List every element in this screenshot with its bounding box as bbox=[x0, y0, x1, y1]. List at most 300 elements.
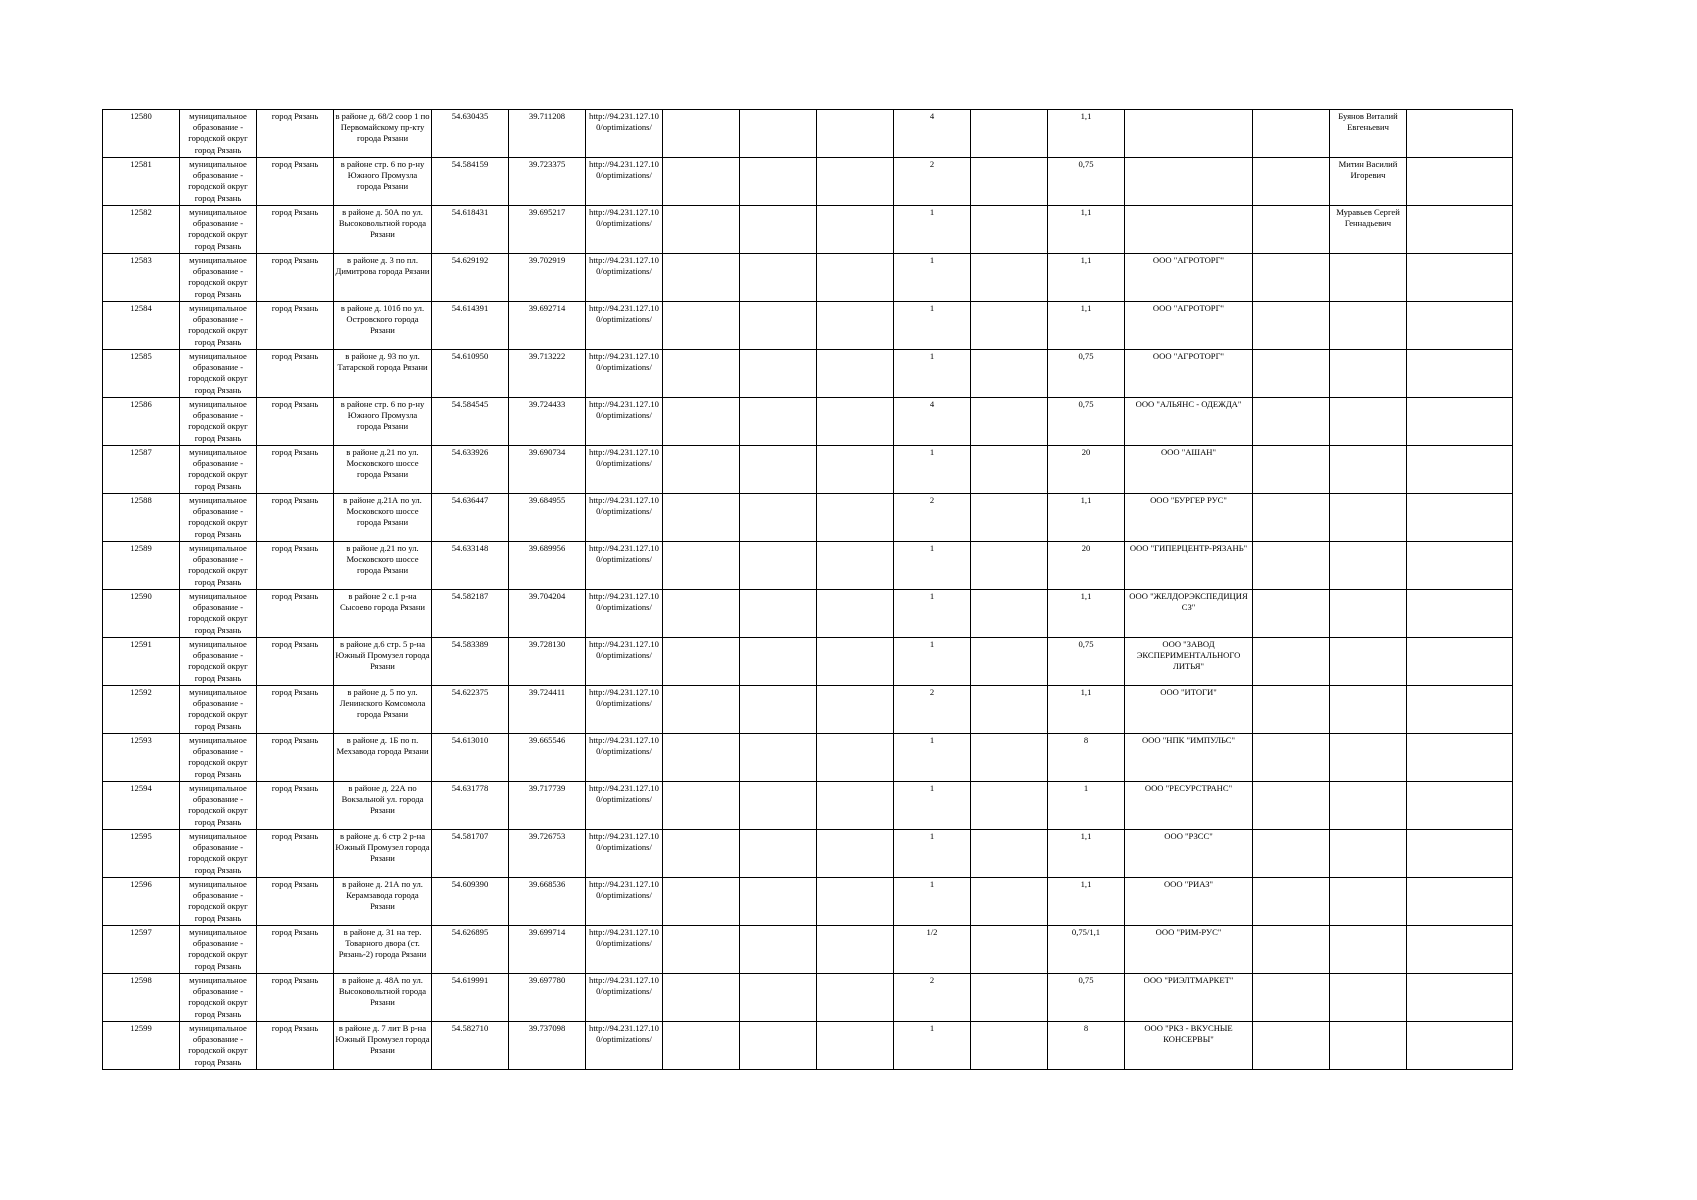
cell-container-count: 2 bbox=[894, 494, 971, 542]
cell-empty bbox=[1253, 302, 1330, 350]
cell-empty bbox=[663, 590, 740, 638]
cell-latitude: 54.581707 bbox=[432, 830, 509, 878]
cell-container-volume: 0,75 bbox=[1048, 638, 1125, 686]
cell-empty bbox=[740, 830, 817, 878]
cell-empty bbox=[740, 254, 817, 302]
cell-owner-organization bbox=[1125, 110, 1253, 158]
cell-latitude: 54.619991 bbox=[432, 974, 509, 1022]
cell-empty bbox=[1407, 638, 1513, 686]
cell-longitude: 39.690734 bbox=[509, 446, 586, 494]
table-row bbox=[103, 686, 1513, 734]
cell-empty bbox=[1407, 1022, 1513, 1070]
cell-empty bbox=[663, 158, 740, 206]
cell-url: http://94.231.127.100/optimizations/ bbox=[586, 206, 663, 254]
cell-municipality: муниципальное образование - городской округ город Рязань bbox=[180, 398, 257, 446]
cell-owner-person bbox=[1330, 974, 1407, 1022]
cell-latitude: 54.629192 bbox=[432, 254, 509, 302]
cell-empty bbox=[1253, 638, 1330, 686]
cell-id: 12597 bbox=[103, 926, 180, 974]
cell-id: 12580 bbox=[103, 110, 180, 158]
cell-longitude: 39.699714 bbox=[509, 926, 586, 974]
table-row bbox=[103, 782, 1513, 830]
cell-container-volume: 1,1 bbox=[1048, 110, 1125, 158]
cell-empty bbox=[817, 974, 894, 1022]
cell-container-volume: 20 bbox=[1048, 542, 1125, 590]
cell-municipality: муниципальное образование - городской округ город Рязань bbox=[180, 542, 257, 590]
cell-municipality: муниципальное образование - городской округ город Рязань bbox=[180, 110, 257, 158]
cell-latitude: 54.636447 bbox=[432, 494, 509, 542]
cell-container-count: 1 bbox=[894, 254, 971, 302]
cell-id: 12595 bbox=[103, 830, 180, 878]
cell-municipality: муниципальное образование - городской округ город Рязань bbox=[180, 830, 257, 878]
cell-municipality: муниципальное образование - городской округ город Рязань bbox=[180, 638, 257, 686]
cell-container-count: 1 bbox=[894, 446, 971, 494]
cell-longitude: 39.728130 bbox=[509, 638, 586, 686]
cell-empty bbox=[1253, 446, 1330, 494]
cell-empty bbox=[817, 398, 894, 446]
cell-empty bbox=[817, 350, 894, 398]
cell-id: 12592 bbox=[103, 686, 180, 734]
cell-empty bbox=[663, 974, 740, 1022]
registry-body bbox=[103, 110, 1513, 1070]
cell-latitude: 54.630435 bbox=[432, 110, 509, 158]
cell-latitude: 54.633148 bbox=[432, 542, 509, 590]
cell-container-count: 1 bbox=[894, 1022, 971, 1070]
table-row bbox=[103, 542, 1513, 590]
cell-municipality: муниципальное образование - городской округ город Рязань bbox=[180, 734, 257, 782]
cell-empty bbox=[1253, 494, 1330, 542]
cell-empty bbox=[663, 734, 740, 782]
cell-longitude: 39.726753 bbox=[509, 830, 586, 878]
cell-municipality: муниципальное образование - городской округ город Рязань bbox=[180, 206, 257, 254]
cell-municipality: муниципальное образование - городской округ город Рязань bbox=[180, 494, 257, 542]
cell-municipality: муниципальное образование - городской округ город Рязань bbox=[180, 302, 257, 350]
cell-empty bbox=[663, 254, 740, 302]
cell-empty bbox=[663, 446, 740, 494]
cell-owner-person bbox=[1330, 734, 1407, 782]
cell-container-volume: 1,1 bbox=[1048, 830, 1125, 878]
cell-city: город Рязань bbox=[257, 494, 334, 542]
cell-longitude: 39.702919 bbox=[509, 254, 586, 302]
cell-empty bbox=[740, 494, 817, 542]
cell-city: город Рязань bbox=[257, 638, 334, 686]
cell-empty bbox=[1407, 830, 1513, 878]
cell-empty bbox=[740, 686, 817, 734]
table-row bbox=[103, 206, 1513, 254]
table-row bbox=[103, 974, 1513, 1022]
cell-url: http://94.231.127.100/optimizations/ bbox=[586, 494, 663, 542]
cell-container-count: 4 bbox=[894, 398, 971, 446]
cell-empty bbox=[740, 398, 817, 446]
cell-url: http://94.231.127.100/optimizations/ bbox=[586, 158, 663, 206]
cell-container-volume: 0,75 bbox=[1048, 974, 1125, 1022]
table-row bbox=[103, 110, 1513, 158]
cell-url: http://94.231.127.100/optimizations/ bbox=[586, 446, 663, 494]
cell-owner-organization: ООО "БУРГЕР РУС" bbox=[1125, 494, 1253, 542]
cell-owner-person bbox=[1330, 1022, 1407, 1070]
cell-latitude: 54.631778 bbox=[432, 782, 509, 830]
cell-empty bbox=[1407, 158, 1513, 206]
cell-container-volume: 0,75/1,1 bbox=[1048, 926, 1125, 974]
cell-url: http://94.231.127.100/optimizations/ bbox=[586, 734, 663, 782]
cell-empty bbox=[1253, 782, 1330, 830]
cell-container-count: 1 bbox=[894, 350, 971, 398]
cell-municipality: муниципальное образование - городской округ город Рязань bbox=[180, 446, 257, 494]
cell-container-count: 1 bbox=[894, 542, 971, 590]
cell-municipality: муниципальное образование - городской округ город Рязань bbox=[180, 782, 257, 830]
cell-container-volume: 0,75 bbox=[1048, 158, 1125, 206]
table-row bbox=[103, 638, 1513, 686]
cell-owner-organization: ООО "РЗСС" bbox=[1125, 830, 1253, 878]
cell-empty bbox=[663, 782, 740, 830]
cell-id: 12590 bbox=[103, 590, 180, 638]
cell-empty bbox=[1407, 590, 1513, 638]
cell-empty bbox=[817, 110, 894, 158]
cell-empty bbox=[663, 206, 740, 254]
cell-latitude: 54.584545 bbox=[432, 398, 509, 446]
cell-longitude: 39.697780 bbox=[509, 974, 586, 1022]
cell-latitude: 54.614391 bbox=[432, 302, 509, 350]
cell-owner-person bbox=[1330, 830, 1407, 878]
cell-city: город Рязань bbox=[257, 590, 334, 638]
cell-empty bbox=[1253, 926, 1330, 974]
cell-empty bbox=[1407, 542, 1513, 590]
cell-empty bbox=[740, 782, 817, 830]
cell-address: в районе д. 3 по пл. Димитрова города Рязани bbox=[334, 254, 432, 302]
cell-empty bbox=[971, 830, 1048, 878]
cell-owner-organization: ООО "ЖЕЛДОРЭКСПЕДИЦИЯ СЗ" bbox=[1125, 590, 1253, 638]
cell-url: http://94.231.127.100/optimizations/ bbox=[586, 782, 663, 830]
cell-latitude: 54.618431 bbox=[432, 206, 509, 254]
cell-owner-person: Митин Василий Игоревич bbox=[1330, 158, 1407, 206]
cell-owner-person bbox=[1330, 446, 1407, 494]
cell-empty bbox=[663, 926, 740, 974]
cell-city: город Рязань bbox=[257, 254, 334, 302]
cell-empty bbox=[663, 686, 740, 734]
cell-empty bbox=[740, 590, 817, 638]
cell-container-count: 2 bbox=[894, 974, 971, 1022]
cell-address: в районе д. 68/2 соор 1 по Первомайскому пр-кту города Рязани bbox=[334, 110, 432, 158]
cell-empty bbox=[1253, 158, 1330, 206]
cell-container-count: 2 bbox=[894, 686, 971, 734]
cell-city: город Рязань bbox=[257, 878, 334, 926]
cell-empty bbox=[971, 638, 1048, 686]
cell-owner-organization: ООО "РИЭЛТМАРКЕТ" bbox=[1125, 974, 1253, 1022]
cell-longitude: 39.717739 bbox=[509, 782, 586, 830]
cell-empty bbox=[971, 590, 1048, 638]
cell-empty bbox=[971, 110, 1048, 158]
cell-address: в районе стр. 6 по р-ну Южного Промузла города Рязани bbox=[334, 398, 432, 446]
cell-id: 12599 bbox=[103, 1022, 180, 1070]
cell-empty bbox=[1407, 734, 1513, 782]
cell-owner-organization: ООО "ГИПЕРЦЕНТР-РЯЗАНЬ" bbox=[1125, 542, 1253, 590]
cell-empty bbox=[1407, 926, 1513, 974]
cell-address: в районе д. 5 по ул. Ленинского Комсомола города Рязани bbox=[334, 686, 432, 734]
cell-address: в районе д. 1Б по п. Мехзавода города Рязани bbox=[334, 734, 432, 782]
cell-container-volume: 1,1 bbox=[1048, 878, 1125, 926]
cell-empty bbox=[740, 446, 817, 494]
cell-url: http://94.231.127.100/optimizations/ bbox=[586, 1022, 663, 1070]
cell-empty bbox=[817, 446, 894, 494]
cell-owner-organization: ООО "АЛЬЯНС - ОДЕЖДА" bbox=[1125, 398, 1253, 446]
cell-url: http://94.231.127.100/optimizations/ bbox=[586, 350, 663, 398]
cell-latitude: 54.609390 bbox=[432, 878, 509, 926]
cell-owner-person: Буянов Виталий Евгеньевич bbox=[1330, 110, 1407, 158]
cell-owner-person bbox=[1330, 254, 1407, 302]
cell-empty bbox=[1253, 974, 1330, 1022]
cell-url: http://94.231.127.100/optimizations/ bbox=[586, 110, 663, 158]
cell-latitude: 54.610950 bbox=[432, 350, 509, 398]
cell-empty bbox=[971, 878, 1048, 926]
cell-municipality: муниципальное образование - городской округ город Рязань bbox=[180, 974, 257, 1022]
cell-empty bbox=[663, 1022, 740, 1070]
cell-city: город Рязань bbox=[257, 782, 334, 830]
cell-latitude: 54.584159 bbox=[432, 158, 509, 206]
cell-empty bbox=[1407, 494, 1513, 542]
cell-address: в районе д. 22А по Вокзальной ул. города Рязани bbox=[334, 782, 432, 830]
cell-latitude: 54.633926 bbox=[432, 446, 509, 494]
cell-container-volume: 1,1 bbox=[1048, 206, 1125, 254]
cell-empty bbox=[740, 302, 817, 350]
cell-address: в районе д. 6 стр 2 р-на Южный Промузел города Рязани bbox=[334, 830, 432, 878]
cell-empty bbox=[663, 830, 740, 878]
cell-latitude: 54.582710 bbox=[432, 1022, 509, 1070]
cell-empty bbox=[1253, 110, 1330, 158]
cell-id: 12588 bbox=[103, 494, 180, 542]
cell-container-volume: 1 bbox=[1048, 782, 1125, 830]
cell-address: в районе д. 31 на тер. Товарного двора (ст. Рязань-2) города Рязани bbox=[334, 926, 432, 974]
cell-empty bbox=[971, 1022, 1048, 1070]
cell-id: 12584 bbox=[103, 302, 180, 350]
cell-url: http://94.231.127.100/optimizations/ bbox=[586, 878, 663, 926]
table-row bbox=[103, 302, 1513, 350]
cell-longitude: 39.713222 bbox=[509, 350, 586, 398]
cell-empty bbox=[663, 302, 740, 350]
cell-empty bbox=[1407, 878, 1513, 926]
cell-owner-organization: ООО "РЕСУРСТРАНС" bbox=[1125, 782, 1253, 830]
cell-container-count: 1 bbox=[894, 638, 971, 686]
cell-empty bbox=[817, 782, 894, 830]
cell-owner-organization: ООО "АГРОТОРГ" bbox=[1125, 302, 1253, 350]
cell-owner-organization: ООО "ИТОГИ" bbox=[1125, 686, 1253, 734]
cell-container-count: 1 bbox=[894, 590, 971, 638]
cell-container-volume: 1,1 bbox=[1048, 494, 1125, 542]
cell-empty bbox=[971, 158, 1048, 206]
table-row bbox=[103, 494, 1513, 542]
cell-container-count: 1/2 bbox=[894, 926, 971, 974]
cell-container-count: 1 bbox=[894, 830, 971, 878]
cell-url: http://94.231.127.100/optimizations/ bbox=[586, 398, 663, 446]
cell-longitude: 39.689956 bbox=[509, 542, 586, 590]
table-row bbox=[103, 926, 1513, 974]
cell-id: 12591 bbox=[103, 638, 180, 686]
cell-owner-organization: ООО "АШАН" bbox=[1125, 446, 1253, 494]
cell-empty bbox=[1407, 206, 1513, 254]
cell-empty bbox=[971, 926, 1048, 974]
table-row bbox=[103, 350, 1513, 398]
cell-id: 12583 bbox=[103, 254, 180, 302]
cell-city: город Рязань bbox=[257, 350, 334, 398]
registry-table bbox=[102, 109, 1513, 1070]
cell-address: в районе д. 7 лит В р-на Южный Промузел города Рязани bbox=[334, 1022, 432, 1070]
table-row bbox=[103, 734, 1513, 782]
cell-latitude: 54.582187 bbox=[432, 590, 509, 638]
cell-container-volume: 1,1 bbox=[1048, 590, 1125, 638]
cell-container-volume: 1,1 bbox=[1048, 254, 1125, 302]
cell-url: http://94.231.127.100/optimizations/ bbox=[586, 926, 663, 974]
cell-url: http://94.231.127.100/optimizations/ bbox=[586, 302, 663, 350]
cell-container-count: 4 bbox=[894, 110, 971, 158]
cell-latitude: 54.626895 bbox=[432, 926, 509, 974]
cell-city: город Рязань bbox=[257, 302, 334, 350]
cell-municipality: муниципальное образование - городской округ город Рязань bbox=[180, 158, 257, 206]
cell-empty bbox=[740, 158, 817, 206]
cell-longitude: 39.684955 bbox=[509, 494, 586, 542]
cell-city: город Рязань bbox=[257, 926, 334, 974]
cell-url: http://94.231.127.100/optimizations/ bbox=[586, 974, 663, 1022]
cell-id: 12582 bbox=[103, 206, 180, 254]
cell-empty bbox=[817, 254, 894, 302]
cell-empty bbox=[1407, 686, 1513, 734]
cell-address: в районе д.6 стр. 5 р-на Южный Промузел города Рязани bbox=[334, 638, 432, 686]
cell-city: город Рязань bbox=[257, 398, 334, 446]
cell-city: город Рязань bbox=[257, 110, 334, 158]
cell-empty bbox=[817, 734, 894, 782]
cell-address: в районе д. 50А по ул. Высоковольтной города Рязани bbox=[334, 206, 432, 254]
cell-empty bbox=[1253, 590, 1330, 638]
cell-owner-person bbox=[1330, 542, 1407, 590]
cell-empty bbox=[740, 1022, 817, 1070]
cell-empty bbox=[971, 974, 1048, 1022]
cell-empty bbox=[1253, 686, 1330, 734]
cell-container-volume: 8 bbox=[1048, 1022, 1125, 1070]
cell-empty bbox=[1407, 302, 1513, 350]
cell-municipality: муниципальное образование - городской округ город Рязань bbox=[180, 686, 257, 734]
cell-longitude: 39.704204 bbox=[509, 590, 586, 638]
cell-empty bbox=[971, 782, 1048, 830]
cell-empty bbox=[971, 302, 1048, 350]
cell-owner-person bbox=[1330, 398, 1407, 446]
cell-owner-person bbox=[1330, 638, 1407, 686]
cell-owner-person bbox=[1330, 782, 1407, 830]
cell-empty bbox=[817, 878, 894, 926]
cell-container-count: 1 bbox=[894, 734, 971, 782]
cell-owner-organization: ООО "АГРОТОРГ" bbox=[1125, 350, 1253, 398]
cell-municipality: муниципальное образование - городской округ город Рязань bbox=[180, 590, 257, 638]
cell-empty bbox=[1253, 734, 1330, 782]
cell-empty bbox=[971, 254, 1048, 302]
cell-owner-person bbox=[1330, 350, 1407, 398]
cell-empty bbox=[663, 638, 740, 686]
cell-address: в районе д. 48А по ул. Высоковольтной города Рязани bbox=[334, 974, 432, 1022]
cell-city: город Рязань bbox=[257, 830, 334, 878]
table-row bbox=[103, 254, 1513, 302]
cell-empty bbox=[663, 542, 740, 590]
cell-empty bbox=[740, 350, 817, 398]
cell-owner-person bbox=[1330, 302, 1407, 350]
cell-municipality: муниципальное образование - городской округ город Рязань bbox=[180, 254, 257, 302]
cell-municipality: муниципальное образование - городской округ город Рязань bbox=[180, 926, 257, 974]
cell-empty bbox=[663, 878, 740, 926]
table-row bbox=[103, 398, 1513, 446]
cell-container-volume: 20 bbox=[1048, 446, 1125, 494]
cell-id: 12589 bbox=[103, 542, 180, 590]
table-row bbox=[103, 590, 1513, 638]
cell-empty bbox=[1407, 398, 1513, 446]
cell-empty bbox=[971, 686, 1048, 734]
cell-address: в районе д. 93 по ул. Татарской города Рязани bbox=[334, 350, 432, 398]
cell-empty bbox=[971, 734, 1048, 782]
cell-empty bbox=[740, 974, 817, 1022]
cell-empty bbox=[971, 446, 1048, 494]
cell-address: в районе д. 101б по ул. Островского города Рязани bbox=[334, 302, 432, 350]
cell-empty bbox=[817, 590, 894, 638]
cell-url: http://94.231.127.100/optimizations/ bbox=[586, 638, 663, 686]
cell-container-volume: 1,1 bbox=[1048, 302, 1125, 350]
cell-address: в районе д.21 по ул. Московского шоссе города Рязани bbox=[334, 446, 432, 494]
cell-owner-person bbox=[1330, 590, 1407, 638]
cell-longitude: 39.665546 bbox=[509, 734, 586, 782]
cell-city: город Рязань bbox=[257, 158, 334, 206]
cell-empty bbox=[1253, 398, 1330, 446]
cell-municipality: муниципальное образование - городской округ город Рязань bbox=[180, 350, 257, 398]
cell-url: http://94.231.127.100/optimizations/ bbox=[586, 542, 663, 590]
cell-container-count: 1 bbox=[894, 878, 971, 926]
cell-id: 12594 bbox=[103, 782, 180, 830]
cell-municipality: муниципальное образование - городской округ город Рязань bbox=[180, 878, 257, 926]
cell-empty bbox=[1407, 350, 1513, 398]
cell-municipality: муниципальное образование - городской округ город Рязань bbox=[180, 1022, 257, 1070]
cell-owner-organization: ООО "ЗАВОД ЭКСПЕРИМЕНТАЛЬНОГО ЛИТЬЯ" bbox=[1125, 638, 1253, 686]
cell-url: http://94.231.127.100/optimizations/ bbox=[586, 830, 663, 878]
cell-empty bbox=[817, 1022, 894, 1070]
cell-address: в районе д.21А по ул. Московского шоссе города Рязани bbox=[334, 494, 432, 542]
cell-container-count: 1 bbox=[894, 302, 971, 350]
cell-latitude: 54.613010 bbox=[432, 734, 509, 782]
cell-empty bbox=[1407, 446, 1513, 494]
cell-empty bbox=[1407, 110, 1513, 158]
cell-longitude: 39.692714 bbox=[509, 302, 586, 350]
cell-empty bbox=[971, 542, 1048, 590]
cell-id: 12593 bbox=[103, 734, 180, 782]
table-row bbox=[103, 158, 1513, 206]
cell-city: город Рязань bbox=[257, 686, 334, 734]
cell-city: город Рязань bbox=[257, 1022, 334, 1070]
cell-owner-person bbox=[1330, 926, 1407, 974]
cell-owner-organization bbox=[1125, 158, 1253, 206]
cell-empty bbox=[1253, 254, 1330, 302]
cell-empty bbox=[663, 110, 740, 158]
cell-latitude: 54.583389 bbox=[432, 638, 509, 686]
cell-owner-organization: ООО "АГРОТОРГ" bbox=[1125, 254, 1253, 302]
cell-owner-organization: ООО "НПК "ИМПУЛЬС" bbox=[1125, 734, 1253, 782]
cell-owner-organization: ООО "РИАЗ" bbox=[1125, 878, 1253, 926]
cell-empty bbox=[817, 926, 894, 974]
cell-id: 12585 bbox=[103, 350, 180, 398]
cell-city: город Рязань bbox=[257, 206, 334, 254]
cell-container-count: 2 bbox=[894, 158, 971, 206]
cell-empty bbox=[1253, 878, 1330, 926]
cell-empty bbox=[817, 158, 894, 206]
cell-empty bbox=[971, 350, 1048, 398]
cell-empty bbox=[740, 734, 817, 782]
table-row bbox=[103, 1022, 1513, 1070]
table-row bbox=[103, 830, 1513, 878]
cell-owner-person: Муравьев Сергей Геннадьевич bbox=[1330, 206, 1407, 254]
cell-container-volume: 0,75 bbox=[1048, 398, 1125, 446]
cell-longitude: 39.695217 bbox=[509, 206, 586, 254]
cell-url: http://94.231.127.100/optimizations/ bbox=[586, 686, 663, 734]
